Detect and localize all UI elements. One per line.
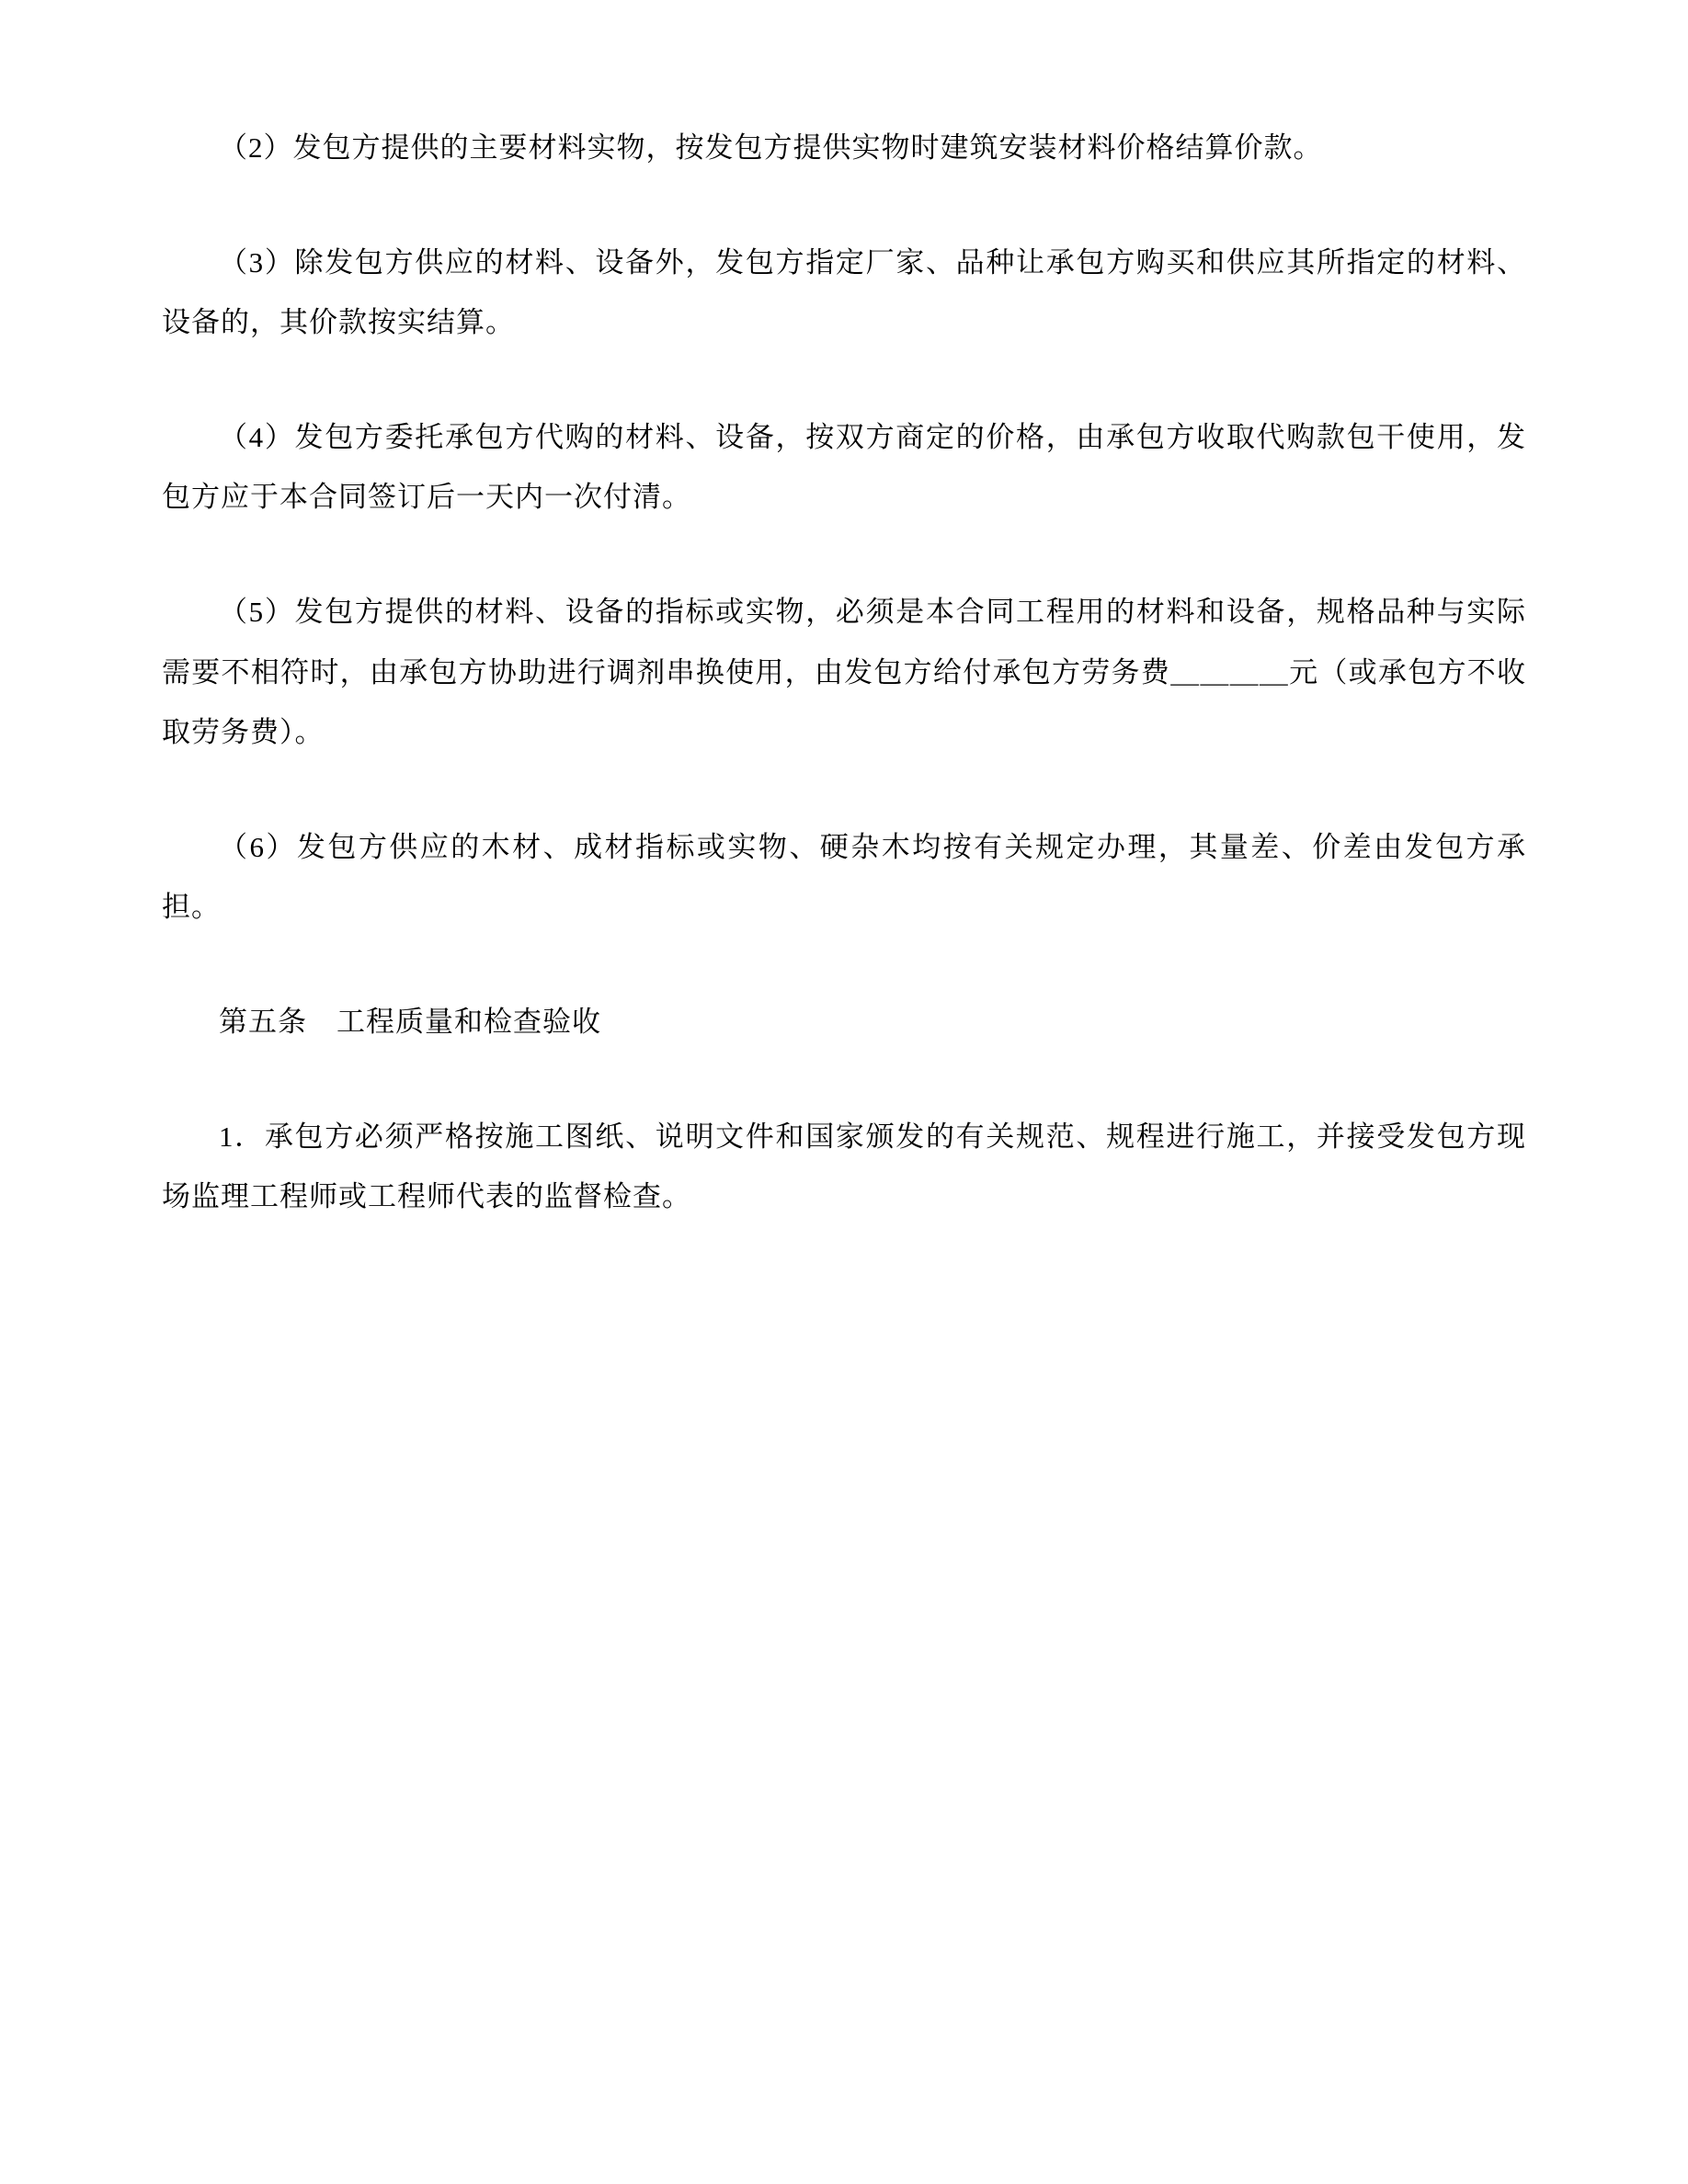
contract-clause-paragraph: 1．承包方必须严格按施工图纸、说明文件和国家颁发的有关规范、规程进行施工，并接受发包方现场监理工程师或工程师代表的监督检查。 [162,1120,1526,1213]
contract-clause-paragraph-with-blank: （5）发包方提供的材料、设备的指标或实物，必须是本合同工程用的材料和设备，规格品种与实际需要不相符时，由承包方协助进行调剂串换使用，由发包方给付承包方劳务费＿＿＿＿元（或承包方不收取劳务费）。 [162,596,1526,748]
contract-clause-paragraph: （6）发包方供应的木材、成材指标或实物、硬杂木均按有关规定办理，其量差、价差由发包方承担。 [162,830,1526,923]
contract-clause-paragraph: （3）除发包方供应的材料、设备外，发包方指定厂家、品种让承包方购买和供应其所指定的材料、设备的，其价款按实结算。 [162,246,1526,339]
contract-section-heading: 第五条 工程质量和检查验收 [219,1005,601,1038]
contract-clause-paragraph: （2）发包方提供的主要材料实物，按发包方提供实物时建筑安装材料价格结算价款。 [219,131,1323,164]
contract-clause-paragraph: （4）发包方委托承包方代购的材料、设备，按双方商定的价格，由承包方收取代购款包干使用，发包方应于本合同签订后一天内一次付清。 [162,421,1526,514]
